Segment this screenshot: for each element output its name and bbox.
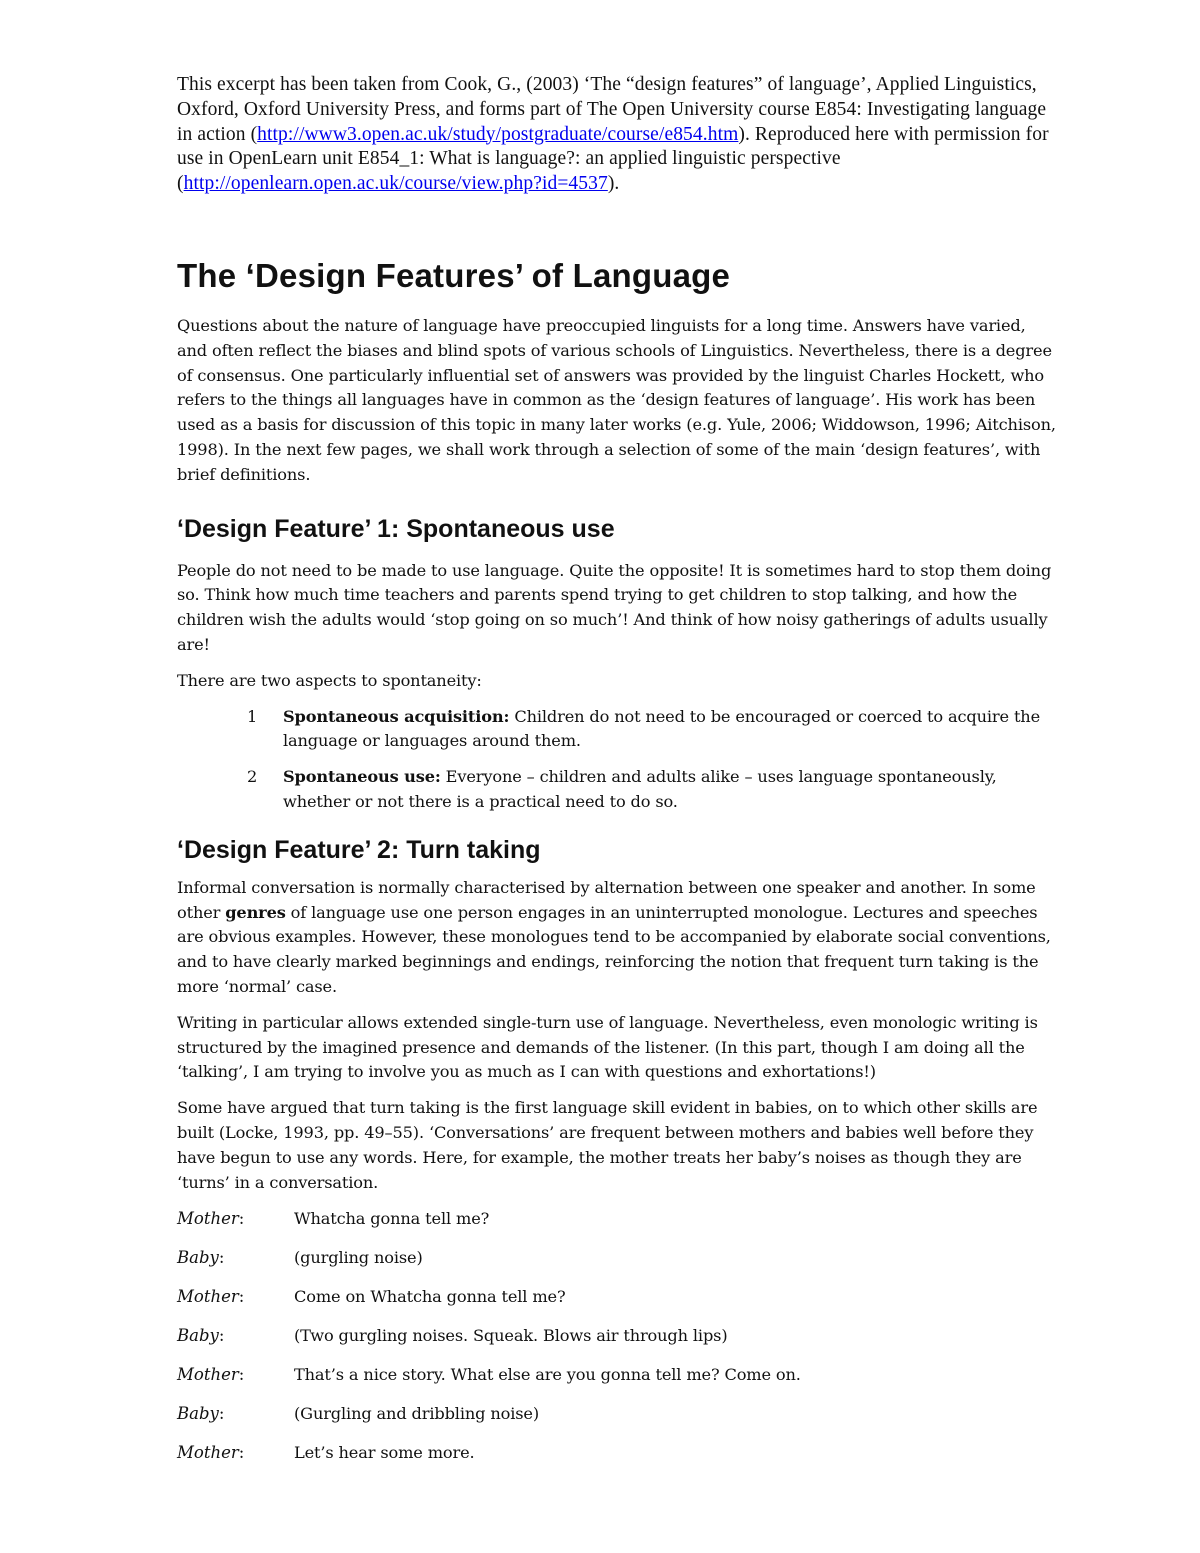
speaker-name: Baby: [177, 1404, 219, 1424]
utterance: (Two gurgling noises. Squeak. Blows air through lips): [294, 1326, 728, 1346]
dialogue-line: [177, 1441, 1057, 1480]
speaker: Baby:: [177, 1404, 225, 1424]
speaker: Baby:: [177, 1248, 225, 1268]
section-2-heading: ‘Design Feature’ 2: Turn taking: [177, 835, 541, 864]
section-2-paragraph-1: [177, 876, 1057, 1000]
speaker-name: Mother: [177, 1365, 239, 1385]
dialogue-line: [177, 1363, 1057, 1402]
list-item: [177, 705, 1057, 755]
section-1-paragraph-1: People do not need to be made to use language. Quite the opposite! It is sometimes hard to stop them doing so. Think how much time teachers and parents spend trying to get children to stop talking, and how the children wish the adults would ‘stop going on so much’! And think of how noisy gatherings of adults usually are!: [177, 560, 1052, 654]
page-title: The ‘Design Features’ of Language: [177, 256, 731, 294]
dialogue-line: [177, 1402, 1057, 1441]
intro-paragraph: Questions about the nature of language have preoccupied linguists for a long time. Answers have varied, and often reflect the biases and blind spots of various schools of Linguistics. Nevertheless, there is a degree of consensus. One particularly influential set of answers was provided by the linguist Charles Hockett, who refers to the things all languages have in common as the ‘design features of language’. His work has been used as a basis for discussion of this topic in many later works (e.g. Yule, 2006; Widdowson, 1996; Aitchison, 1998). In the next few pages, we shall work through a selection of some of the main ‘design features’, with brief definitions.: [177, 315, 1056, 484]
utterance: That’s a nice story. What else are you gonna tell me? Come on.: [294, 1365, 801, 1385]
speaker-name: Mother: [177, 1443, 239, 1463]
speaker-name: Mother: [177, 1209, 239, 1229]
paragraph-text-2: of language use one person engages in an uninterrupted monologue. Lectures and speeches are obvious examples. However, these monologues tend to be accompanied by elaborate social conventions, and to have clearly marked beginnings and endings, reinforcing the notion that frequent turn taking is the more ‘normal’ case.: [177, 902, 1051, 996]
dialogue-line: [177, 1207, 1057, 1246]
dialogue: [177, 1207, 1057, 1480]
course-link[interactable]: http://www3.open.ac.uk/study/postgraduate/course/e854.htm: [257, 123, 739, 145]
utterance: Whatcha gonna tell me?: [294, 1209, 490, 1229]
utterance: (gurgling noise): [294, 1248, 423, 1268]
list-item: [177, 765, 1057, 815]
spontaneity-list: [177, 705, 1057, 815]
source-note-text-2: ). Reproduced here with permission for use in OpenLearn unit E854_1: What is language?: an applied linguistic perspective (: [177, 123, 1049, 195]
utterance: (Gurgling and dribbling noise): [294, 1404, 539, 1424]
source-note: [177, 73, 1057, 197]
speaker: Baby:: [177, 1326, 225, 1346]
speaker: Mother:: [177, 1287, 245, 1307]
speaker: Mother:: [177, 1209, 245, 1229]
speaker-name: Mother: [177, 1287, 239, 1307]
list-number: 1: [247, 706, 258, 726]
utterance: Let’s hear some more.: [294, 1443, 475, 1463]
speaker-name: Baby: [177, 1248, 219, 1268]
list-number: 2: [247, 767, 258, 787]
section-2-paragraph-3: Some have argued that turn taking is the first language skill evident in babies, on to which other skills are built (Locke, 1993, pp. 49–55). ‘Conversations’ are frequent between mothers and babies well before they have begun to use any words. Here, for example, the mother treats her baby’s noises as though they are ‘turns’ in a conversation.: [177, 1098, 1038, 1192]
section-1-heading: ‘Design Feature’ 1: Spontaneous use: [177, 514, 615, 543]
source-note-text: This excerpt has been taken from Cook, G., (2003) ‘The “design features” of language’, Applied Linguistics, Oxford, Oxford University Press, and forms part of The Open University course E854: Investigating language in action (: [177, 74, 1047, 145]
list-text: Children do not need to be encouraged or coerced to acquire the language or languages around them.: [283, 706, 1041, 751]
speaker-name: Baby: [177, 1326, 219, 1346]
utterance: Come on Whatcha gonna tell me?: [294, 1287, 566, 1307]
dialogue-line: [177, 1246, 1057, 1285]
document-page: [177, 73, 1057, 1480]
dialogue-line: [177, 1324, 1057, 1363]
openlearn-link[interactable]: http://openlearn.open.ac.uk/course/view.php?id=4537: [183, 173, 608, 195]
speaker: Mother:: [177, 1365, 245, 1385]
speaker: Mother:: [177, 1443, 245, 1463]
source-note-text-3: ).: [607, 173, 620, 195]
section-2-paragraph-2: Writing in particular allows extended single-turn use of language. Nevertheless, even monologic writing is structured by the imagined presence and demands of the listener. (In this part, though I am doing all the ‘talking’, I am trying to involve you as much as I can with questions and exhortations!): [177, 1012, 1038, 1082]
dialogue-line: [177, 1285, 1057, 1324]
list-term: Spontaneous acquisition:: [283, 706, 510, 726]
section-1-paragraph-2: There are two aspects to spontaneity:: [177, 670, 482, 690]
list-text: Everyone – children and adults alike – uses language spontaneously, whether or not there is a practical need to do so.: [283, 767, 997, 811]
list-term: Spontaneous use:: [283, 767, 441, 787]
bold-term: genres: [225, 902, 286, 922]
paragraph-text: Informal conversation is normally characterised by alternation between one speaker and another. In some other: [177, 877, 1036, 922]
